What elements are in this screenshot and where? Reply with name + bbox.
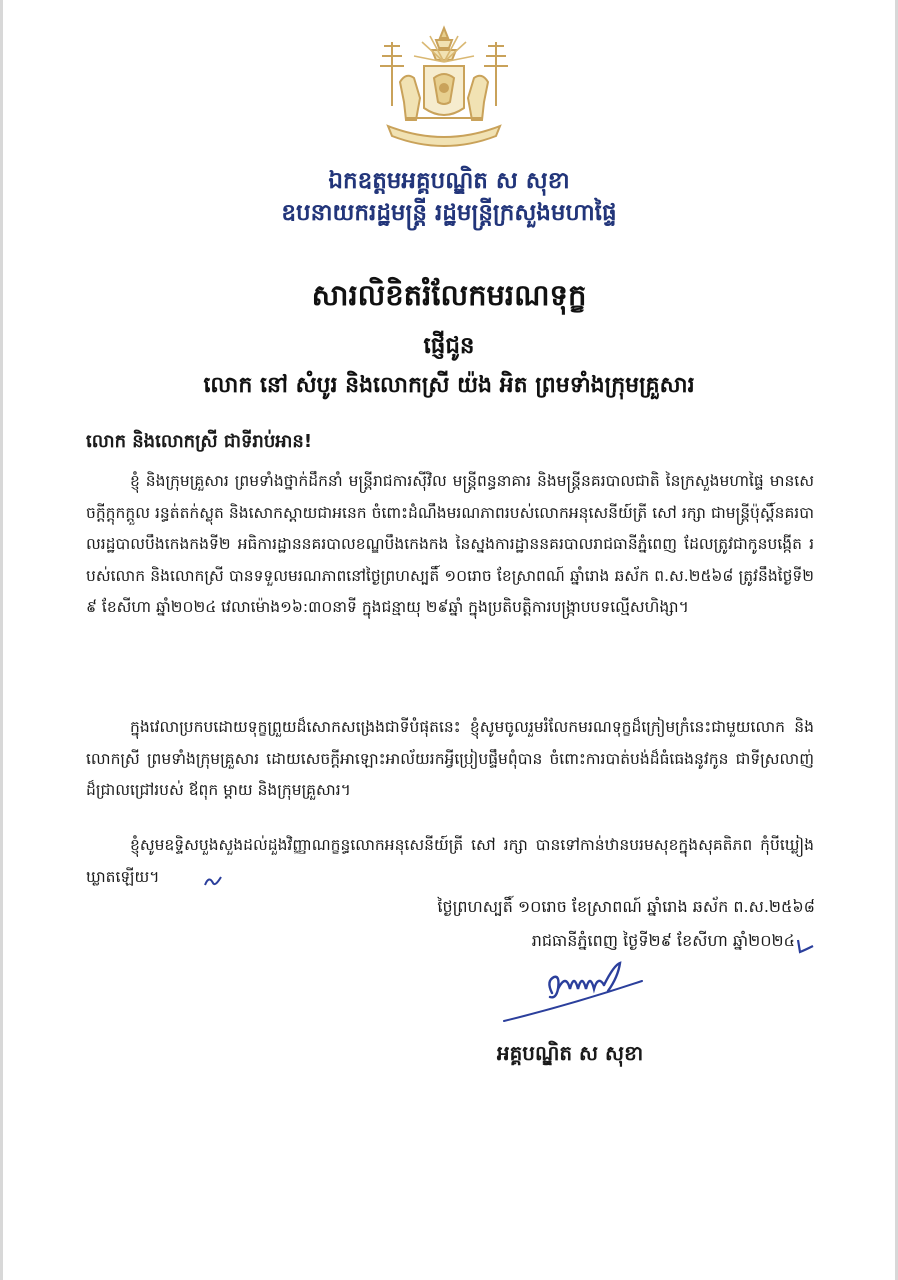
letter-recipient: លោក នៅ សំបូរ និងលោកស្រី យ៉ង អិត ព្រមទាំងក្រុមគ្រួសារ (203, 373, 695, 398)
letter-send-label: ផ្ញើជូន (423, 333, 475, 359)
handwritten-signature-icon (500, 955, 650, 1035)
body-paragraph-3-text: ខ្ញុំសូមឧទ្ទិសបួងសួងដល់ដួងវិញ្ញាណក្ខន្ធលោកអនុសេនីយ៍ត្រី សៅ រក្សា បានទៅកាន់ឋានបរមសុខក្នុងសុគតិភព កុំបីឃ្លៀងឃ្លាតឡើយ។ (86, 836, 814, 886)
initial-mark-icon (795, 934, 815, 950)
royal-crest-icon (370, 22, 518, 152)
minister-name: ឯកឧត្តមអគ្គបណ្ឌិត ស សុខា (328, 168, 570, 194)
body-paragraph-1: ខ្ញុំ និងក្រុមគ្រួសារ ព្រមទាំងថ្នាក់ដឹកនាំ មន្ត្រីរាជការស៊ីវិល មន្ត្រីពន្ធនាគារ និងមន្ត្រីនគរបាលជាតិ នៃក្រសួងមហាផ្ទៃ មានសេចក្ដីក្ដុកក្ដួល រន្ធត់តក់ស្លុត និងសោកស្ដាយជាអនេក ចំពោះដំណឹងមរណភាពរបស់លោកអនុសេនីយ៍ត្រី សៅ រក្សា ជាមន្ត្រីប៉ុស្ដិ៍នគរបាលរដ្ឋបាលបឹងកេងកងទី២ អធិការដ្ឋាននគរបាលខណ្ឌបឹងកេងកង នៃស្នងការដ្ឋាននគរបាលរាជធានីភ្នំពេញ ដែលត្រូវជាកូនបង្កើត របស់លោក និងលោកស្រី បានទទួលមរណភាពនៅថ្ងៃព្រហស្បតិ៍ ១០រោច ខែស្រាពណ៍ ឆ្នាំរោង ឆស័ក ព.ស.២៥៦៨ ត្រូវនឹងថ្ងៃទី២៩ ខែសីហា ឆ្នាំ២០២៤ វេលាម៉ោង១៦:៣០នាទី ក្នុងជន្មាយុ ២៩ឆ្នាំ ក្នុងប្រតិបត្តិការបង្ក្រាបបទល្មើសហិង្សា។ (86, 472, 814, 616)
body-paragraph-3 (86, 830, 814, 893)
date-solar-text: រាជធានីភ្នំពេញ ថ្ងៃទី២៩ ខែសីហា ឆ្នាំ២០២៤ (531, 931, 795, 950)
body-paragraph-2: ក្នុងវេលាប្រកបដោយទុក្ខព្រួយដ៏សោកសង្រេងជាទីបំផុតនេះ ខ្ញុំសូមចូលរួមរំលែកមរណទុក្ខដ៏ក្រៀមក្រំនេះជាមួយលោក និងលោកស្រី ព្រមទាំងក្រុមគ្រួសារ ដោយសេចក្ដីអាឡោះអាល័យរកអ្វីប្រៀបផ្ទឹមពុំបាន ចំពោះការបាត់បង់ដ៏ធំធេងនូវកូន ជាទីស្រលាញ់ដ៏ជ្រាលជ្រៅរបស់ ឪពុក ម្ដាយ និងក្រុមគ្រួសារ។ (86, 718, 814, 799)
salutation: លោក និងលោកស្រី ជាទីរាប់អាន! (86, 431, 313, 452)
signer-name: អគ្គបណ្ឌិត ស សុខា (496, 1041, 644, 1065)
date-lunar: ថ្ងៃព្រហស្បតិ៍ ១០រោច ខែស្រាពណ៍ ឆ្នាំរោង ឆស័ក ព.ស.២៥៦៨ (437, 897, 815, 916)
letter-title: សារលិខិតរំលែកមរណទុក្ខ (311, 278, 587, 312)
initial-mark-icon (159, 869, 179, 885)
date-solar (250, 926, 815, 956)
minister-title: ឧបនាយករដ្ឋមន្ត្រី រដ្ឋមន្ត្រីក្រសួងមហាផ្ទៃ (281, 200, 617, 226)
